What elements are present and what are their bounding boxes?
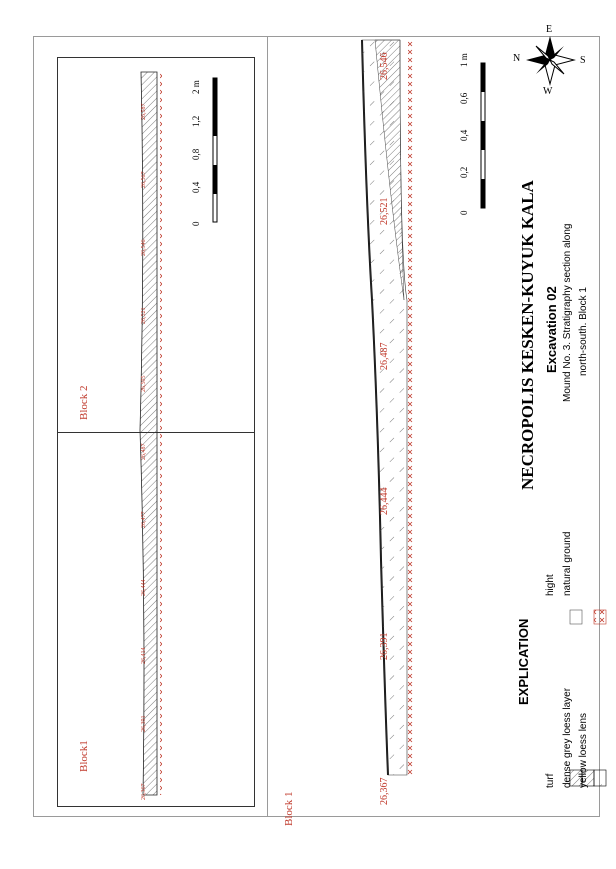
upper-scale-tick: 2 m	[191, 80, 201, 94]
upper-block1-label: Block1	[78, 740, 90, 772]
upper-scale-tick: 1,2	[191, 115, 201, 127]
upper-scale-tick: 0	[191, 221, 201, 226]
upper-height-label: 26,505	[141, 375, 147, 392]
lower-height-label: 26,444	[379, 487, 390, 515]
lower-scale-bar	[481, 63, 485, 208]
upper-height-label: 26,367	[141, 783, 147, 800]
upper-height-label: 26,414	[141, 647, 147, 664]
lower-height-label: 26,546	[379, 52, 390, 80]
legend-swatch-natural	[594, 610, 606, 624]
upper-height-label: 26,444	[141, 579, 147, 596]
upper-height-label: 26,477	[141, 511, 147, 528]
upper-height-label: 26,567	[141, 171, 147, 188]
upper-natural-ground	[157, 72, 162, 795]
lower-height-label: 26,367	[379, 777, 390, 805]
legend-swatch-hight	[570, 610, 582, 624]
compass-rose-icon	[526, 36, 574, 84]
legend-title: EXPLICATION	[516, 618, 531, 705]
lower-height-label: 26,487	[379, 342, 390, 370]
lower-natural-ground	[407, 40, 413, 775]
compass-e-label: E	[546, 24, 553, 35]
upper-height-label: 26,587	[141, 103, 147, 120]
compass-s-label: S	[580, 55, 586, 66]
description-line-2: north-south. Block 1	[578, 287, 589, 376]
lower-height-label: 26,521	[379, 197, 390, 225]
upper-scale-tick: 0,4	[191, 181, 201, 193]
upper-height-label: 26,487	[141, 443, 147, 460]
drawing-title: NECROPOLIS KESKEN-KUYUK KALA	[518, 180, 537, 490]
upper-height-label: 26,391	[141, 715, 147, 732]
drawing-subtitle: Excavation 02	[544, 286, 559, 373]
legend-item-natural: natural ground	[562, 531, 573, 596]
legend-item-yellow-lens: yellow loess lens	[578, 712, 589, 788]
lower-scale-tick: 0	[459, 210, 469, 215]
compass-n-label: N	[513, 53, 521, 64]
legend-swatch-yellow-lens	[594, 770, 606, 786]
upper-scale-tick: 0,8	[191, 148, 201, 160]
lower-scale-tick: 1 m	[459, 53, 469, 67]
upper-block2-label: Block 2	[78, 385, 90, 420]
upper-scale-bar	[213, 78, 217, 222]
upper-height-label: 26,546	[141, 239, 147, 256]
legend-item-dense-grey: dense grey loess layer	[562, 687, 573, 788]
legend-item-turf: turf	[545, 773, 556, 788]
upper-height-label: 26,521	[141, 307, 147, 324]
lower-scale-tick: 0,4	[459, 129, 469, 141]
legend-item-hight: hight	[545, 574, 556, 596]
description-line-1: Mound No. 3. Stratigraphy section along	[562, 223, 573, 402]
lower-height-label: 26,391	[379, 632, 390, 660]
lower-scale-tick: 0,2	[459, 166, 469, 178]
lower-block-label: Block 1	[283, 791, 295, 826]
lower-scale-tick: 0,6	[459, 92, 469, 104]
compass-w-label: W	[543, 86, 553, 97]
